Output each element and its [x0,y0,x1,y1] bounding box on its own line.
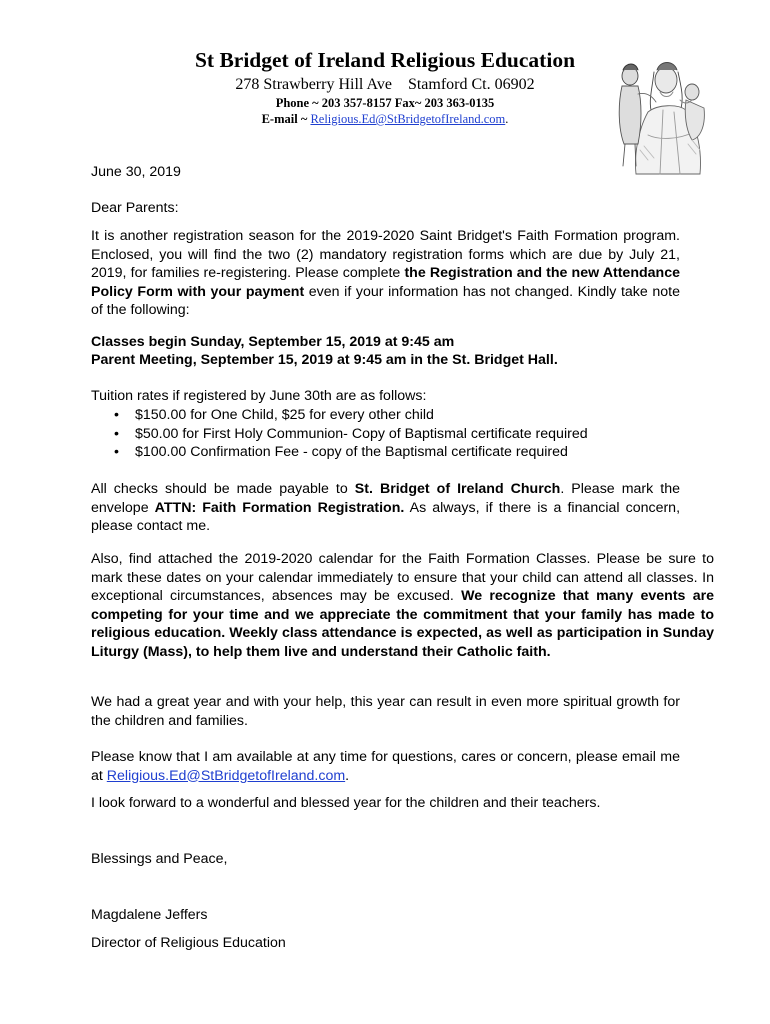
tuition-item: • $100.00 Confirmation Fee - copy of the Baptismal certificate required [91,443,680,462]
checks-text-1: All checks should be made payable to [91,481,355,497]
available-text: Please know that I am available at any time for questions, cares or concern, please email me at [91,749,680,784]
org-email-line [150,112,620,127]
parent-meeting: Parent Meeting, September 15, 2019 at 9:45 am in the St. Bridget Hall. [91,352,558,368]
org-title: St Bridget of Ireland Religious Education [194,48,576,72]
letter-closing: Blessings and Peace, [91,851,228,867]
signer-name: Magdalene Jeffers [91,907,208,923]
checks-text-3: As always, if there is a financial concern, please contact me. [91,499,681,534]
checks-paragraph [91,480,680,536]
jesus-with-children-sketch-icon [608,40,714,176]
classes-begin: Classes begin Sunday, September 15, 2019 at 9:45 am [91,334,455,350]
calendar-text: Also, find attached the 2019-2020 calendar for the Faith Formation Classes. Please be sure to mark these dates on your calendar immediately to ensure that your child can attend all classes. In exceptional circumstances, absences may be excused. [91,551,714,604]
available-suffix: . [345,767,350,784]
tuition-list [91,406,680,462]
look-forward: I look forward to a wonderful and blessed year for the children and their teachers. [91,795,601,811]
checks-text-2: . Please mark the envelope [91,481,680,516]
great-year-paragraph: We had a great year and with your help, this year can result in even more spiritual growth for the children and families. [91,694,680,729]
intro-paragraph [91,227,680,320]
letter-salutation: Dear Parents: [91,200,179,216]
email-label: E-mail ~ [261,112,311,126]
available-paragraph [91,748,680,785]
org-address: 278 Strawberry Hill Ave Stamford Ct. 06902 [235,76,535,93]
tuition-item: • $50.00 for First Holy Communion- Copy of Baptismal certificate required [91,425,680,444]
signer-title: Director of Religious Education [91,935,286,951]
intro-bold: the Registration and the new Attendance Policy Form with your payment [91,265,680,300]
letter-date: June 30, 2019 [91,164,181,180]
org-phone-fax: Phone ~ 203 357-8157 Fax~ 203 363-0135 [275,96,495,110]
tuition-item: • $150.00 for One Child, $25 for every other child [91,406,680,425]
intro-text-1: It is another registration season for the 2019-2020 Saint Bridget's Faith Formation program. Enclosed, you will find the two (2) mandatory registration forms which are due by July 21, 2019, for families re-registering. Please complete [91,228,680,281]
calendar-bold: We recognize that many events are competing for your time and we appreciate the commitment that your family has made to religious education. Weekly class attendance is expected, as well as participation in Sunday Liturgy (Mass), to help them live and understand their Catholic faith. [91,588,714,660]
checks-attn: ATTN: Faith Formation Registration. [154,499,405,516]
email-suffix: . [505,112,509,126]
checks-payee: St. Bridget of Ireland Church [354,481,561,497]
tuition-intro: Tuition rates if registered by June 30th are as follows: [91,388,427,404]
intro-text-2: even if your information has not changed. Kindly take note of the following: [91,283,680,318]
body-email-link[interactable]: Religious.Ed@StBridgetofIreland.com [106,767,346,784]
header-email-link[interactable]: Religious.Ed@StBridgetofIreland.com [310,112,506,126]
calendar-paragraph [91,550,714,661]
